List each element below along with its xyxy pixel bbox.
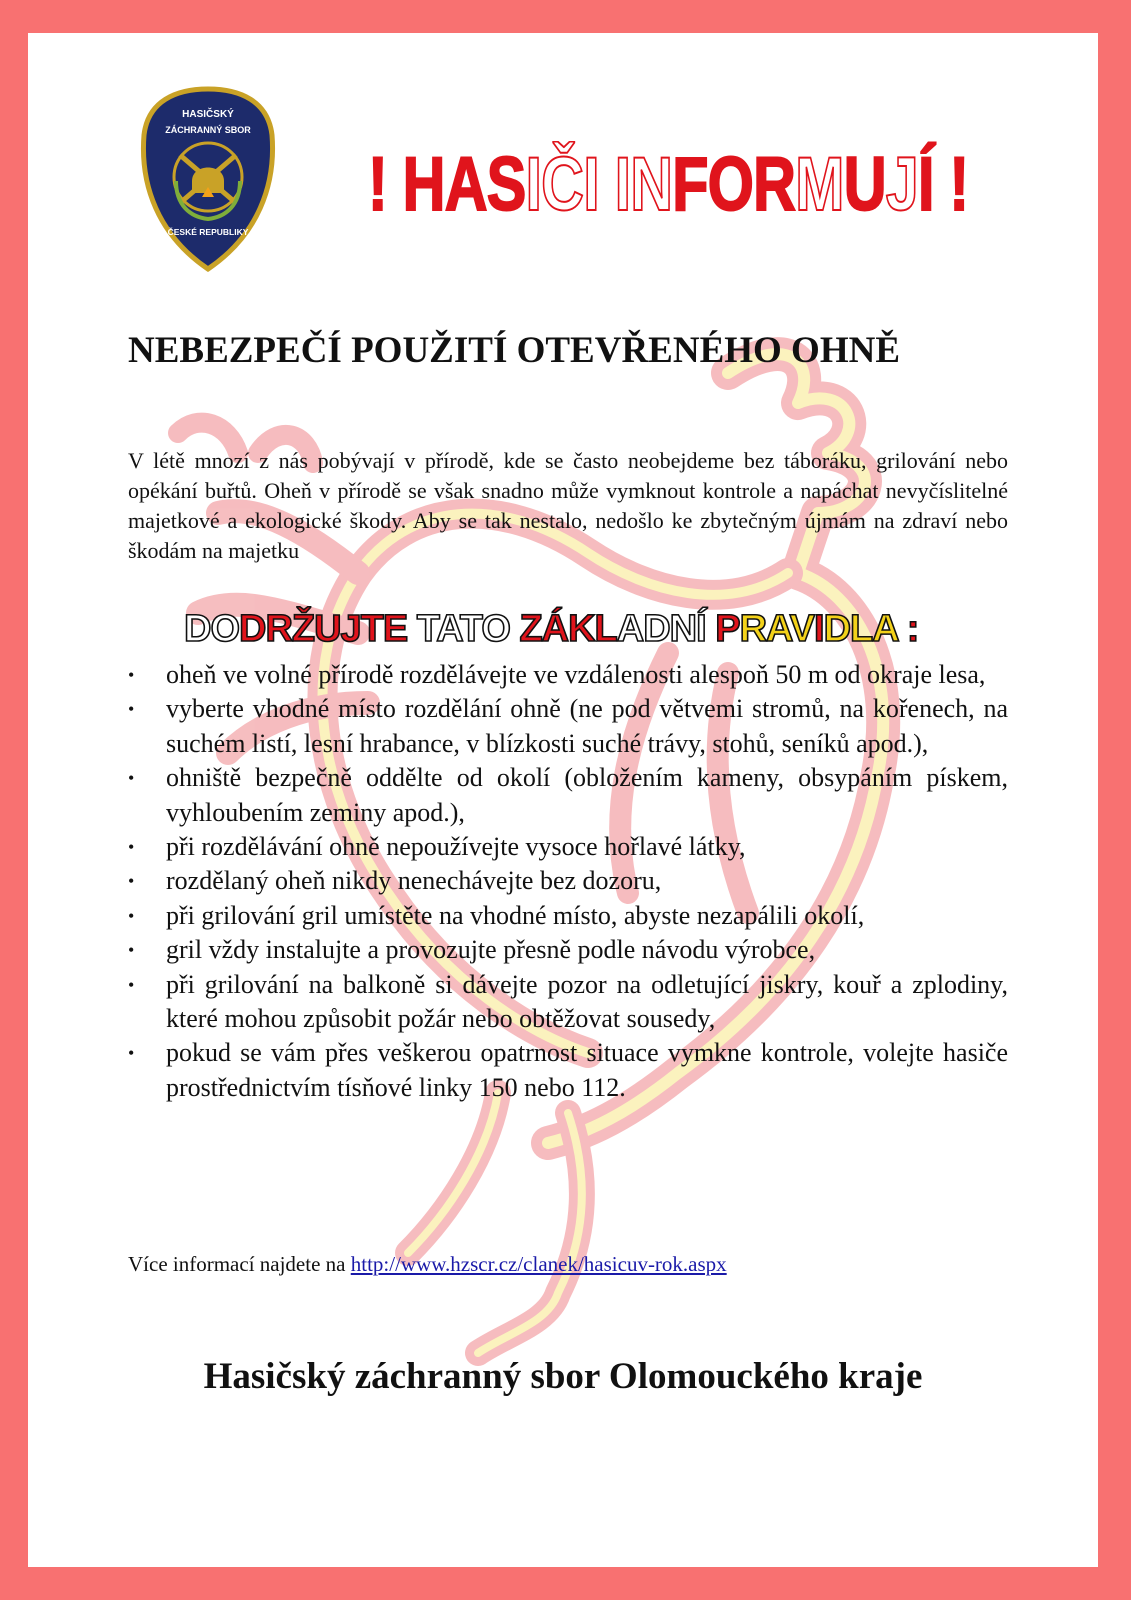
rules-subheading: [184, 607, 924, 651]
rule-item: • ohniště bezpečně oddělte od okolí (obložením kameny, obsypáním pískem, vyhloubením zeminy apod.),: [128, 761, 1008, 830]
hzs-logo-emblem: [140, 85, 276, 273]
subheading-part: ADNÍ: [616, 608, 716, 650]
footer-organization: Hasičský záchranný sbor Olomouckého kraje: [203, 1356, 923, 1397]
headline-part: IČI: [525, 142, 615, 227]
headline-part: U: [843, 142, 886, 227]
more-info-link[interactable]: http://www.hzscr.cz/clanek/hasicuv-rok.aspx: [350, 1252, 727, 1276]
headline-part: Í: [917, 142, 934, 227]
logo-middle-text: ZÁCHRANNÝ SBOR: [165, 125, 251, 135]
subheading-part: I: [814, 608, 824, 650]
subheading-part: TATO: [416, 608, 520, 650]
rule-item: • gril vždy instalujte a provozujte přesně podle návodu výrobce,: [128, 933, 1008, 967]
logo-bottom-text: ČESKÉ REPUBLIKY: [167, 227, 249, 237]
more-info-line: [128, 1250, 727, 1278]
page-title: NEBEZPEČÍ POUŽITÍ OTEVŘENÉHO OHNĚ: [128, 330, 901, 371]
headline-part: M: [795, 142, 844, 227]
headline-part: !: [368, 142, 403, 227]
rule-item: • při rozdělávání ohně nepoužívejte vysoce hořlavé látky,: [128, 830, 1008, 864]
poster-page: [28, 33, 1098, 1567]
more-info-label: Více informací najdete na: [128, 1252, 351, 1276]
subheading-part: ZÁKL: [519, 608, 617, 650]
headline-part: FOR: [672, 142, 796, 227]
headline-part: !: [933, 142, 969, 227]
rule-item: • vyberte vhodné místo rozdělání ohně (ne pod větvemi stromů, na kořenech, na suchém listí, lesní hrabance, v blízkosti suché trávy, stohů, seníků apod.),: [128, 692, 1008, 761]
subheading-part: :: [897, 608, 919, 650]
subheading-part: DO: [184, 608, 239, 650]
intro-paragraph: V létě mnozí z nás pobývají v přírodě, kde se často neobejdeme bez táboráku, grilování nebo opékání buřtů. Oheň v přírodě se však snadno může vymknout kontrole a napáchat nevyčíslitelné majetkové a ekologické škody. Aby se tak nestalo, nedošlo ke zbytečným újmám na zdraví nebo škodám na majetku: [128, 448, 1008, 563]
rule-item: • rozdělaný oheň nikdy nenechávejte bez dozoru,: [128, 864, 1008, 898]
rule-item: • pokud se vám přes veškerou opatrnost situace vymkne kontrole, volejte hasiče prostřednictvím tísňové linky 150 nebo 112.: [128, 1036, 1008, 1105]
subheading-part: P: [715, 608, 740, 650]
subheading-part: DLA: [823, 608, 898, 650]
subheading-part: DRŽUJTE: [239, 608, 417, 650]
headline-part: IN: [614, 142, 673, 227]
logo-top-text: HASIČSKÝ: [182, 109, 234, 120]
rule-item: • při grilování na balkoně si dávejte pozor na odletující jiskry, kouř a zplodiny, které mohou způsobit požár nebo obtěžovat sousedy,: [128, 968, 1008, 1037]
rules-list: [128, 658, 1008, 1105]
subheading-part: RAV: [739, 608, 814, 650]
headline-part: J: [885, 142, 918, 227]
headline-part: HAS: [402, 142, 526, 227]
rule-item: • oheň ve volné přírodě rozdělávejte ve vzdálenosti alespoň 50 m od okraje lesa,: [128, 658, 1008, 692]
headline-hasici-informuji: [368, 142, 969, 227]
rule-item: • při grilování gril umístěte na vhodné místo, abyste nezapálili okolí,: [128, 899, 1008, 933]
